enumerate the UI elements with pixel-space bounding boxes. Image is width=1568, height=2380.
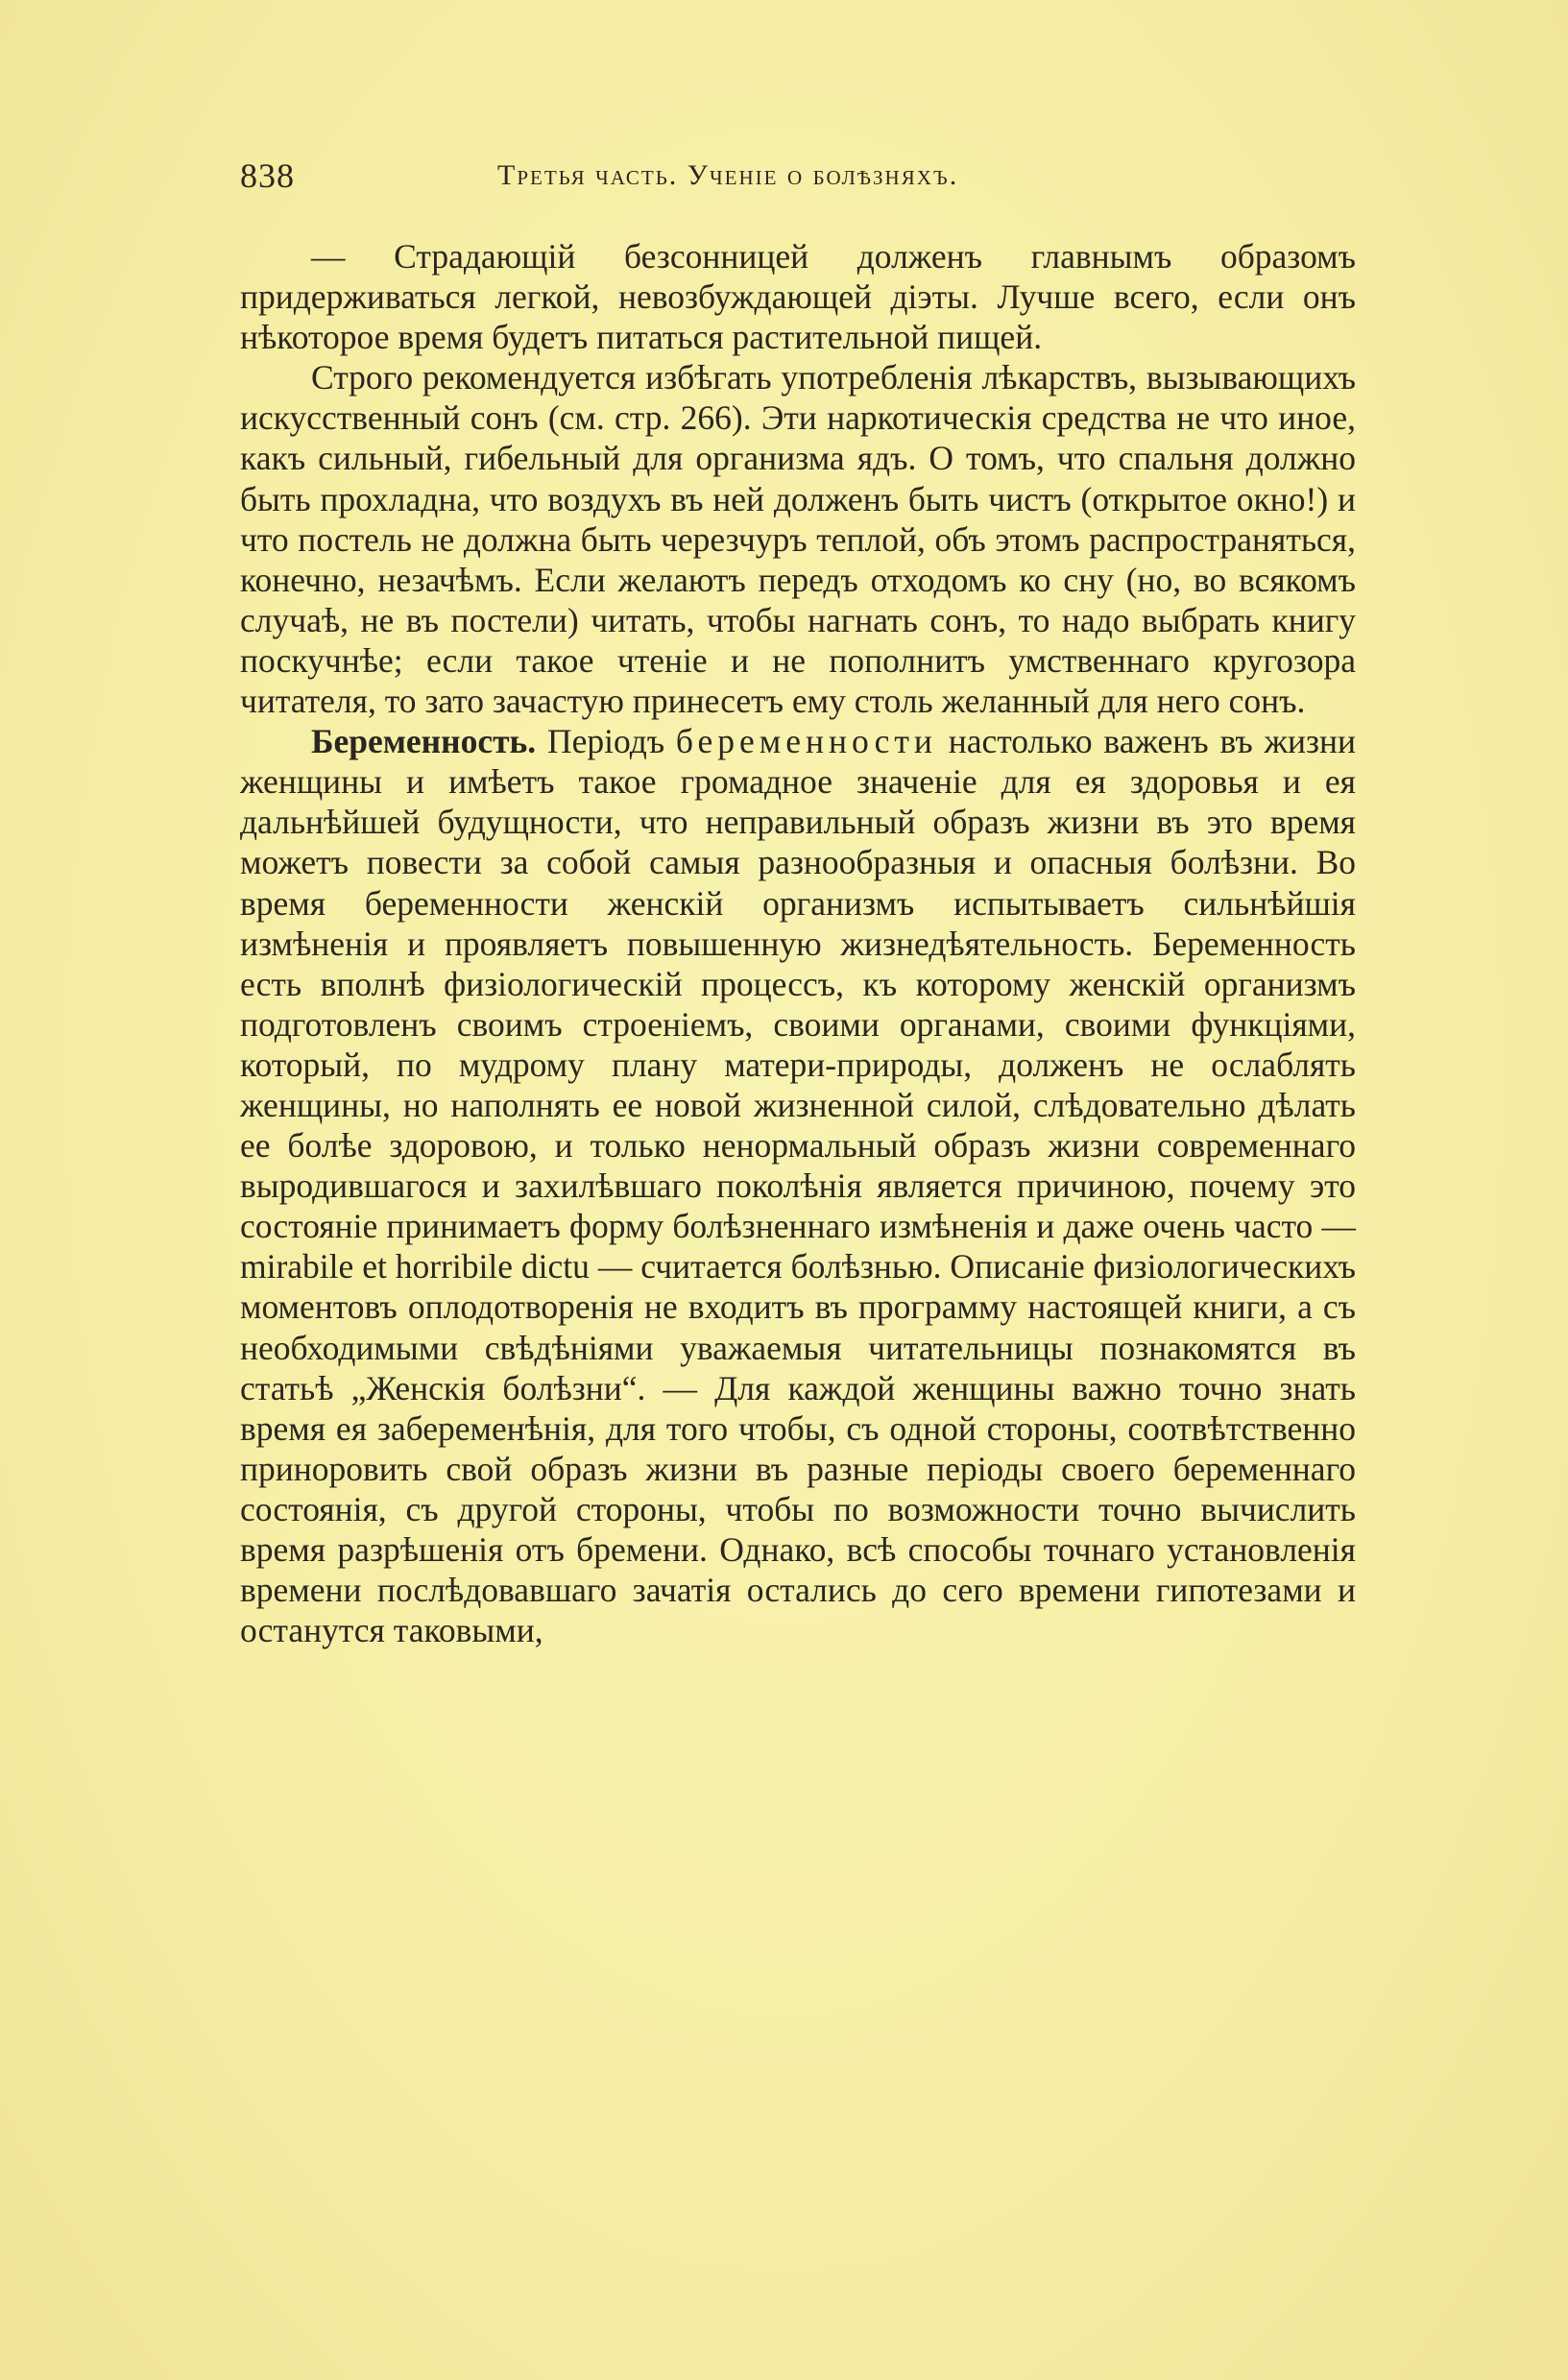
page-header (240, 156, 1356, 204)
pregnancy-lead-word: Періодъ (546, 722, 665, 761)
page-number: 838 (240, 156, 295, 195)
paragraph-sleep-advice: Строго рекомендуется избѣгать употребленія лѣкарствъ, вызывающихъ искусственный сонъ (см. стр. 266). Эти наркотическія средства не что иное, какъ сильный, гибельный для организма ядъ. О томъ, что спальня должно быть прохладна, что воздухъ въ ней долженъ быть чистъ (открытое окно!) и что постель не должна быть черезчуръ теплой, объ этомъ распространяться, конечно, незачѣмъ. Если желаютъ передъ отходомъ ко сну (но, во всякомъ случаѣ, не въ постели) читать, чтобы нагнать сонъ, то надо выбрать книгу поскучнѣе; если такое чтеніе и не пополнитъ умственнаго кругозора читателя, то зато зачастую принесетъ ему столь желанный для него сонъ. (240, 358, 1356, 721)
pregnancy-body: настолько важенъ въ жизни женщины и имѣетъ такое громадное значеніе для ея здоровья и ея дальнѣйшей будущности, что неправильный образъ жизни въ это время можетъ повести за собой самыя разнообразныя и опасныя болѣзни. Во время беременности женскій организмъ испытываетъ сильнѣйшія измѣненія и проявляетъ повышенную жизнедѣятельность. Беременность есть вполнѣ физіологическій процессъ, къ которому женскій организмъ подготовленъ своимъ строеніемъ, своими органами, своими функціями, который, по мудрому плану матери-природы, долженъ не ослаблять женщины, но наполнять ее новой жизненной силой, слѣдовательно дѣлать ее болѣе здоровою, и только ненормальный образъ жизни современнаго выродившагося и захилѣвшаго поколѣнія является причиною, почему это состояніе принимаетъ форму болѣзненнаго измѣненія и даже очень часто — mirabile et horribile dictu — считается болѣзнью. Описаніе физіологическихъ моментовъ оплодотворенія не входитъ въ программу настоящей книги, а съ необходимыми свѣдѣніями уважаемыя читательницы познакомятся въ статьѣ „Женскія болѣзни“. — Для каждой женщины важно точно знать время ея забеременѣнія, для того чтобы, съ одной стороны, соотвѣтственно приноровить свой образъ жизни въ разные періоды своего беременнаго состоянія, съ другой стороны, чтобы по возможности точно вычислить время разрѣшенія отъ бремени. Однако, всѣ способы точнаго установленія времени послѣдовавшаго зачатія остались до сего времени гипотезами и останутся таковыми, (240, 722, 1357, 1650)
paragraph-pregnancy (240, 721, 1356, 1650)
body-text (240, 236, 1356, 1650)
pregnancy-spaced-word: беременности (675, 722, 937, 761)
paragraph-insomnia-diet: — Страдающій безсонницей долженъ главнымъ образомъ придерживаться легкой, невозбуждающей діэты. Лучше всего, если онъ нѣкоторое время будетъ питаться растительной пищей. (240, 237, 1356, 357)
section-heading-pregnancy: Беременность. (311, 722, 537, 761)
running-head: Третья часть. Ученіе о болѣзняхъ. (497, 159, 959, 191)
